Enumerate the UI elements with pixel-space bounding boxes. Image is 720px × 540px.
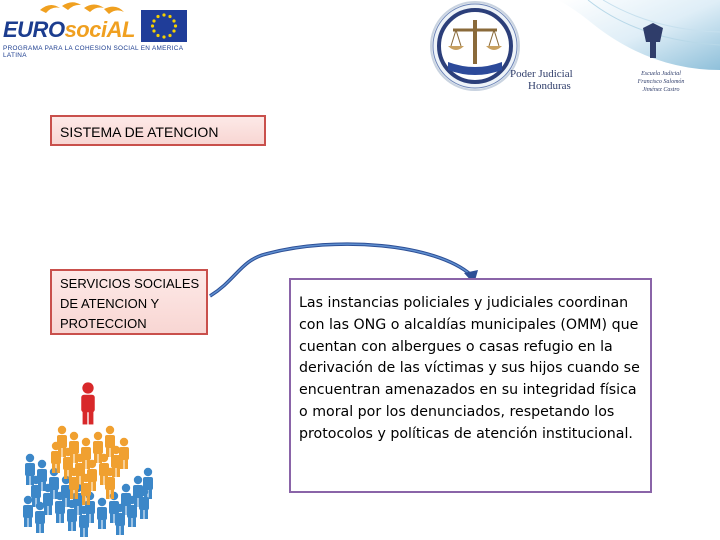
title-box-text: SISTEMA DE ATENCION: [60, 124, 219, 140]
description-box: [289, 278, 652, 493]
eurosocial-logo: [0, 0, 195, 58]
escuela-judicial-name: Escuela Judicial: [641, 71, 681, 77]
services-box: [50, 269, 208, 335]
escuela-judicial-caption: [628, 70, 694, 94]
title-box: [50, 115, 266, 146]
poder-judicial-banner: [418, 0, 720, 100]
eurosocial-tagline: PROGRAMA PARA LA COHESION SOCIAL EN AMERICA LATINA: [3, 45, 183, 59]
poder-judicial-country: Honduras: [528, 80, 571, 92]
poder-judicial-title: Poder Judicial: [510, 68, 573, 80]
escuela-judicial-person: Francisco Salomón Jiménez Castro: [637, 79, 685, 93]
eurosocial-euro-text: EURO: [3, 17, 65, 42]
services-box-text: SERVICIOS SOCIALES DE ATENCION Y PROTECCION: [60, 276, 200, 331]
eurosocial-social-text: sociAL: [64, 17, 135, 42]
people-pyramid-icon: [20, 380, 170, 540]
description-text: Las instancias policiales y judiciales coordinan con las ONG o alcaldías municipales (OMM) que cuentan con albergues o casas refugio en la derivación de las víctimas y sus hijos cuando se encuentran amenazados en su integridad física o moral por los denunciados, respetando los protocolos y políticas de atención institucional.: [299, 295, 640, 442]
